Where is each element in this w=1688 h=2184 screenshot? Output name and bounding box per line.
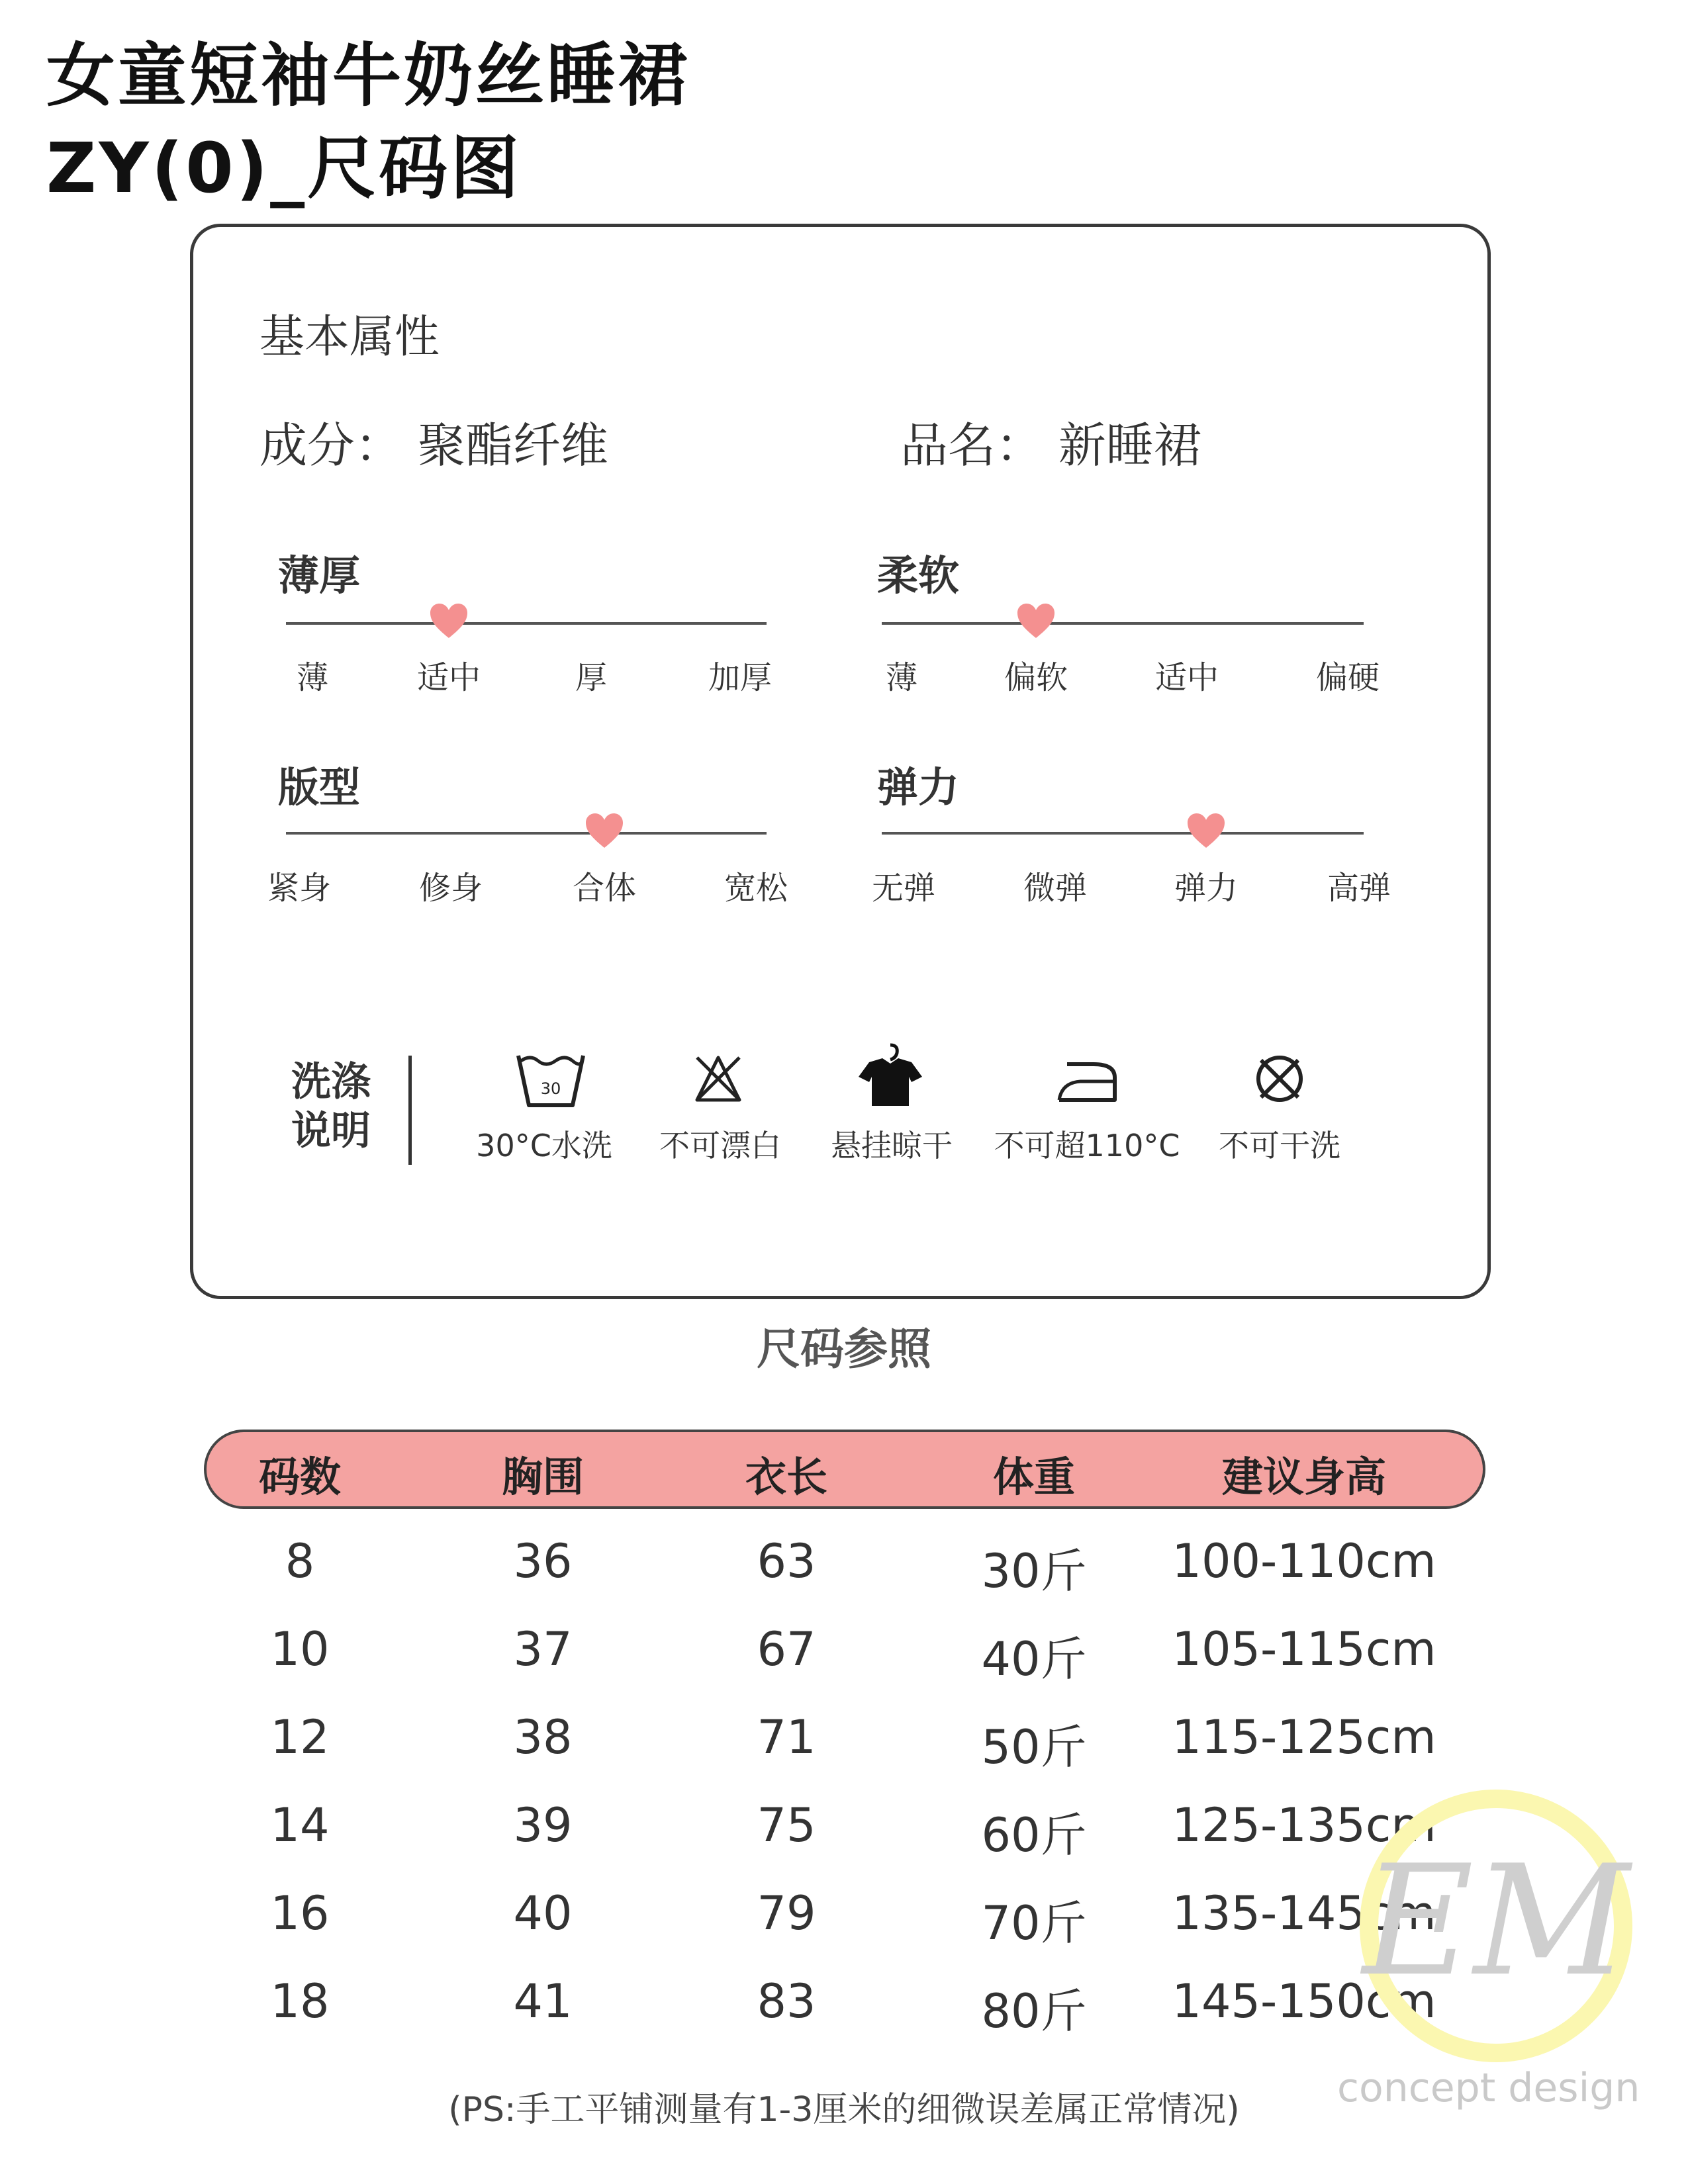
table-cell: 14 (270, 1798, 330, 1852)
scale-marker-heart-icon (1016, 602, 1056, 639)
scale-option: 修身 (418, 870, 483, 907)
washing-label (291, 1058, 371, 1156)
scale-option: 微弹 (1023, 870, 1088, 907)
scale-title: 弹力 (877, 763, 960, 811)
scale-title: 薄厚 (278, 551, 361, 600)
table-cell: 71 (757, 1710, 816, 1764)
table-cell: 12 (270, 1710, 330, 1764)
product-name-text: 品名： 新睡裙 (900, 418, 1201, 473)
scale-option: 薄 (885, 659, 918, 696)
measurement-note: (PS:手工平铺测量有1-3厘米的细微误差属正常情况) (448, 2090, 1240, 2130)
table-cell: 18 (270, 1974, 330, 2028)
table-cell: 115-125cm (1172, 1710, 1436, 1764)
table-cell: 80斤 (981, 1984, 1087, 2038)
scale-title: 柔软 (877, 551, 960, 600)
watermark-logo (1350, 1780, 1642, 2071)
iron-icon (1054, 1059, 1120, 1105)
scale-option: 加厚 (708, 659, 773, 696)
scale-option: 适中 (1154, 659, 1219, 696)
table-header-cell: 胸围 (501, 1453, 585, 1501)
table-cell: 79 (757, 1886, 816, 1940)
table-cell: 30斤 (981, 1544, 1087, 1598)
no-bleach-icon (692, 1052, 745, 1105)
hang-dry-icon (856, 1042, 925, 1109)
composition-text: 成分： 聚酯纤维 (259, 418, 608, 473)
care-label: 不可漂白 (659, 1128, 781, 1163)
scale-option: 弹力 (1174, 870, 1239, 907)
wash-30-icon (514, 1049, 587, 1112)
scale-option: 薄 (296, 659, 329, 696)
table-cell: 125-135cm (1172, 1798, 1436, 1852)
table-cell: 75 (757, 1798, 816, 1852)
care-label: 30°C水洗 (476, 1128, 612, 1163)
product-subtitle: ZY(0)_尺码图 (46, 128, 522, 208)
table-cell: 105-115cm (1172, 1622, 1436, 1676)
scale-option: 适中 (416, 659, 481, 696)
scale-option: 紧身 (267, 870, 332, 907)
scale-option: 高弹 (1327, 870, 1391, 907)
table-header-cell: 建议身高 (1221, 1453, 1387, 1501)
table-cell: 40斤 (981, 1632, 1087, 1686)
scale-line (882, 832, 1364, 835)
washing-label-line2: 说明 (291, 1108, 371, 1154)
scale-option: 厚 (575, 659, 608, 696)
wash-30-number: 30 (540, 1079, 561, 1098)
scale-title: 版型 (278, 763, 361, 811)
table-header-cell: 码数 (258, 1453, 342, 1501)
scale-line (882, 622, 1364, 625)
washing-divider (408, 1056, 412, 1165)
no-dry-clean-icon (1253, 1052, 1306, 1105)
table-cell: 40 (513, 1886, 573, 1940)
scale-line (286, 622, 767, 625)
watermark-text: concept design (1337, 2065, 1640, 2111)
scale-line (286, 832, 767, 835)
table-cell: 83 (757, 1974, 816, 2028)
table-cell: 63 (757, 1534, 816, 1588)
care-label: 不可超110°C (994, 1128, 1180, 1163)
table-cell: 39 (513, 1798, 573, 1852)
scale-option: 宽松 (724, 870, 788, 907)
table-cell: 38 (513, 1710, 573, 1764)
scale-marker-heart-icon (1186, 812, 1226, 849)
table-cell: 37 (513, 1622, 573, 1676)
table-cell: 135-145cm (1172, 1886, 1436, 1940)
care-label: 悬挂晾干 (831, 1128, 953, 1163)
table-header-cell: 体重 (992, 1453, 1076, 1501)
care-label: 不可干洗 (1219, 1128, 1340, 1163)
table-cell: 60斤 (981, 1808, 1087, 1862)
attributes-heading: 基本属性 (259, 311, 440, 363)
table-cell: 70斤 (981, 1896, 1087, 1950)
table-cell: 67 (757, 1622, 816, 1676)
scale-option: 无弹 (871, 870, 936, 907)
watermark-letters: EM (1362, 1833, 1630, 2010)
product-title: 女童短袖牛奶丝睡裙 (46, 35, 690, 116)
washing-label-line1: 洗涤 (291, 1059, 371, 1105)
size-chart-title: 尺码参照 (757, 1324, 931, 1375)
table-cell: 16 (270, 1886, 330, 1940)
table-cell: 50斤 (981, 1720, 1087, 1774)
scale-marker-heart-icon (585, 812, 624, 849)
scale-option: 偏硬 (1315, 659, 1380, 696)
table-cell: 41 (513, 1974, 573, 2028)
scale-option: 偏软 (1004, 659, 1068, 696)
scale-option: 合体 (572, 870, 637, 907)
table-cell: 100-110cm (1172, 1534, 1436, 1588)
table-cell: 145-150cm (1172, 1974, 1436, 2028)
table-header-cell: 衣长 (745, 1453, 828, 1501)
table-cell: 10 (270, 1622, 330, 1676)
scale-marker-heart-icon (429, 602, 469, 639)
table-cell: 36 (513, 1534, 573, 1588)
table-cell: 8 (285, 1534, 315, 1588)
